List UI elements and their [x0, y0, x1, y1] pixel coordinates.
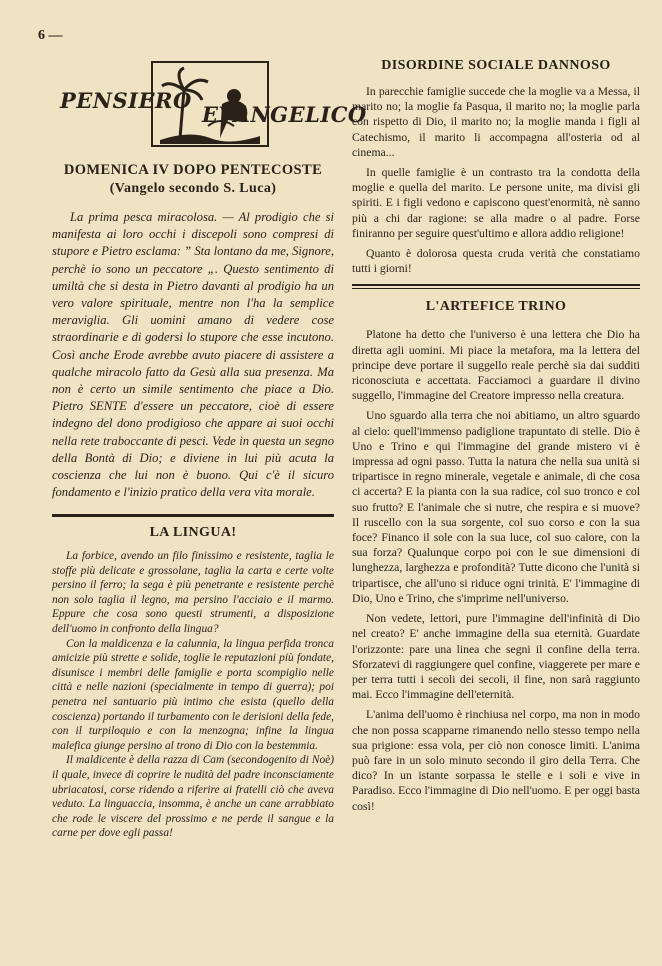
sunday-title: DOMENICA IV DOPO PENTECOSTE — [63, 162, 323, 178]
left-column — [52, 58, 367, 841]
artefice-paragraph: Platone ha detto che l'universo è una lettera che Dio ha diretta agli uomini. Mi piace la metafora, ma la lettera del principe deve portare il suggello reale perchè sia dai sudditi riconosciuta e accettata. Facciamoci a guardare il divino suggello, l'immagine del Creatore impresso nella creatura. — [352, 328, 640, 403]
disordine-paragraph: In quelle famiglie è un contrasto tra la condotta della moglie e quella del marito. Le persone unite, ma divisi gli spiriti. E i figli vedono e capiscono quest'enormità, nè sanno più a chi dar ragione: se alla madre o al padre. Forse finiranno per seguire quest'ultimo e allora addio religione! — [352, 166, 640, 240]
page-number: 6 — — [38, 28, 63, 43]
lingua-title: LA LINGUA! — [149, 525, 237, 541]
disordine-paragraph: Quanto è dolorosa questa cruda verità che constatiamo tutti i giorni! — [352, 247, 640, 276]
disordine-title: DISORDINE SOCIALE DANNOSO — [381, 58, 611, 73]
artefice-paragraph: Non vedete, lettori, pure l'immagine dell'infinità di Dio nel creato? E' anche immagine della sua eternità. Guardate l'orizzonte: pare una linea che segni il confine della terra. Sforzatevi di raggiungere quel confine, viaggerete per mare e per terra tutti i secoli dei secoli, il fine, non sarà raggiunto mai. Ecco l'immagine dell'eternità. — [352, 612, 640, 702]
right-column — [352, 58, 640, 819]
artefice-paragraph: Uno sguardo alla terra che noi abitiamo, un altro sguardo al cielo: quell'immenso padiglione trapuntato di stelle. Dio è Uno e Trino e qui l'immagine del grande mistero vi è impressa ad ogni passo. Tutta la natura che nella sua unità si tripartisce in regno minerale, vegetale e animale, di che cosa ci accerta? E la pianta con la sua radice, col suo tronco e col suo frutto? E l'animale che si nutre, che respira e si muove? Il ruscello con la sua sorgente, col suo corso e con la sua foce? Financo il sole con la sua luce, col suo calore, con la sua forza? Qualunque corpo poi con le sue dimensioni di lunghezza, larghezza e profondità? Tutte dicono che l'unità si tripartisce, che all'uno si riduce ogni trinità. E' l'immagine di Dio, Uno e Trino, che s'imprime nell'universo. — [352, 409, 640, 605]
masthead-word-evangelico: EVANGELICO — [202, 102, 367, 127]
sunday-body: La prima pesca miracolosa. — Al prodigio che si manifesta ai loro occhi i discepoli sono compresi di stupore e Pietro esclama: ” Sta lontano da me, Signore, perchè io sono un peccatore „. Questo sentimento di umiltà che si desta in Pietro davanti al prodigio ha un vero valore spirituale, mentre non l'ha la semplice meraviglia. Gli uomini amano di vedere cose straordinarie e di godersi lo stupore che esse incutono. Così anche Erode avrebbe avuto piacere di assistere a qualche miracolo fatto da Gesù alla sua presenza. Ma non è certo un simile sentimento che piace a Dio. Pietro SENTE d'essere un peccatore, cioè di essere indegno del dono prodigioso che appare ai suoi occhi nella rete traboccante di pesci. Vede in questa un segno della Bontà di Dio; e diviene in lui più acuta la coscienza che lui non è buono. Qui c'è il sicuro fondamento e l'inizio pratico della vera vita morale. — [52, 210, 334, 500]
artefice-paragraph: L'anima dell'uomo è rinchiusa nel corpo, ma non in modo che non possa scapparne rimanendo nello stesso tempo nella sua prigione: essa vola, per ciò non conosce limiti. L'anima può fare in un solo minuto secondo il giro della Terra. Che dico? In un istante sorpassa le stelle e i soli e vive in Paradiso. Ecco l'immagine di Dio nell'uomo. E per oggi basta così! — [352, 708, 640, 813]
artefice-title: L'ARTEFICE TRINO — [425, 299, 567, 315]
lingua-paragraph: Il maldicente è della razza di Cam (secondogenito di Noè) il quale, invece di coprire le nudità del padre inconsciamente ubriacatosi, corse ridendo a riferire ai fratelli ciò che aveva veduto. La linguaccia, insomma, è anche un cane arrabbiato che rode le viscere del prossimo e ne perde il sangue e la carne per dove egli passa! — [52, 754, 334, 840]
section-divider — [52, 514, 334, 517]
disordine-paragraph: In parecchie famiglie succede che la moglie va a Messa, il marito no; la moglie fa Pasqua, il marito no; la moglie parla con rispetto di Dio, il marito no; la moglie manda i figli al Catechismo, il marito li accompagna all'osteria od al cinema... — [352, 85, 640, 159]
masthead — [52, 58, 367, 148]
sunday-subtitle: (Vangelo secondo S. Luca) — [109, 181, 277, 196]
lingua-paragraph: Con la maldicenza e la calunnia, la lingua perfida tronca amicizie più strette e solide, toglie le reputazioni più fondate, disunisce i membri delle famiglie e porta scompiglio nelle città e nelle nazioni (specialmente in tempo di guerra); poi penetra nel santuario più intimo che esista (quello della coscienza) portando il turbamento con le derisioni della fede, con il turpiloquio e con la menzogna; infine la lingua malefica giunge persino al trono di Dio con la bestemmia. — [52, 637, 334, 752]
section-divider — [352, 284, 640, 289]
lingua-paragraph: La forbice, avendo un filo finissimo e resistente, taglia le stoffe più delicate e grossolane, taglia la carta e certe volte persino il ferro; la sega è più penetrante e resistente perchè non solo taglia il legno, ma persino l'acciaio e il marmo. Eppure che cosa sono questi strumenti, a disposizione dell'uomo in confronto della lingua? — [52, 550, 334, 636]
masthead-word-pensiero: PENSIERO — [60, 88, 192, 113]
